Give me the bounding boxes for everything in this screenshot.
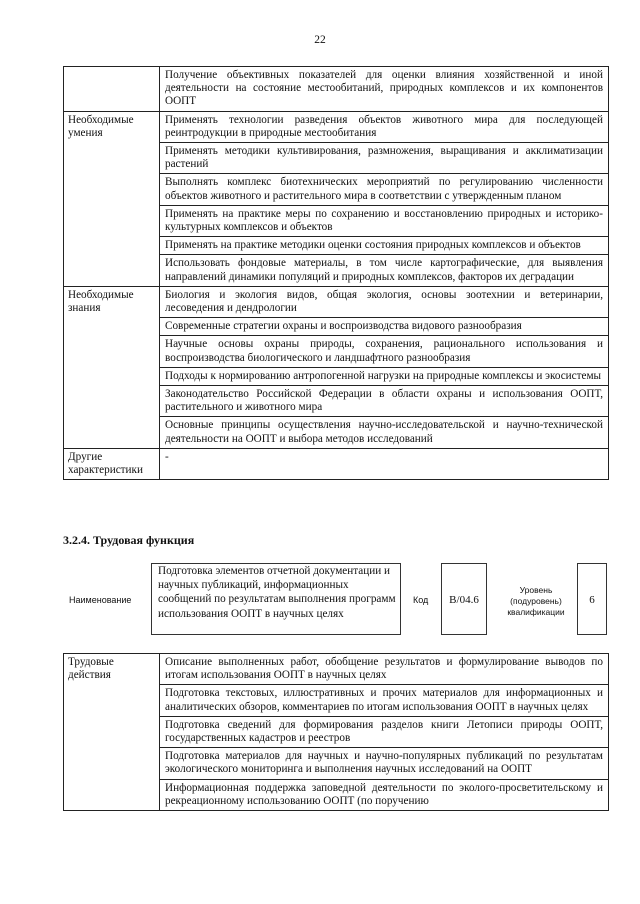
labor-function-header [63,563,609,639]
row-item: Законодательство Российской Федерации в области охраны и использования ООПТ, растительного и животного мира [160,386,609,417]
function-name-value: Подготовка элементов отчетной документации и научных публикаций, информационных сообщений по результатам выполнения программ использования ООПТ в научных целях [151,563,401,635]
row-item: Использовать фондовые материалы, в том числе картографические, для выявления направлений динамики популяций и природных комплексов, факторов их деградации [160,255,609,286]
section-heading: 3.2.4. Трудовая функция [63,533,195,547]
row-label [64,67,160,112]
function-name-label: Наименование [69,595,132,605]
row-label: Необходимые умения [64,111,160,286]
row-item: Современные стратегии охраны и воспроизводства видового разнообразия [160,318,609,336]
row-label: Необходимые знания [64,286,160,448]
row-label: Трудовые действия [64,654,160,811]
table-row [64,448,609,479]
labor-actions-table [63,653,609,811]
row-item: Подходы к нормированию антропогенной нагрузки на природные комплексы и экосистемы [160,367,609,385]
table-row [64,67,609,112]
row-item: Получение объективных показателей для оценки влияния хозяйственной и иной деятельности на состояние местообитаний, природных комплексов и их компонентов ООПТ [160,67,609,112]
function-code-value: B/04.6 [441,563,487,635]
row-item: Применять на практике методики оценки состояния природных комплексов и объектов [160,237,609,255]
row-item: Применять на практике меры по сохранению и восстановлению природных и историко-культурных комплексов и объектов [160,205,609,236]
row-item: Применять технологии разведения объектов животного мира для последующей реинтродукции в природные местообитания [160,111,609,142]
row-item: Описание выполненных работ, обобщение результатов и формулирование выводов по итогам использования ООПТ в научных целях [160,654,609,685]
requirements-table [63,66,609,480]
qualification-level-value: 6 [577,563,607,635]
row-item: Подготовка сведений для формирования разделов книги Летописи природы ООПТ, государственных кадастров и реестров [160,716,609,747]
row-item: Основные принципы осуществления научно-исследовательской и научно-технической деятельности на ООПТ и выбора методов исследований [160,417,609,448]
row-item: Выполнять комплекс биотехнических мероприятий по регулированию численности объектов животного и растительного мира в соответствии с утвержденным планом [160,174,609,205]
row-item: Подготовка текстовых, иллюстративных и прочих материалов для информационных и аналитических обзоров, комментариев по итогам использования ООПТ в научных целях [160,685,609,716]
row-item: Применять методики культивирования, размножения, выращивания и акклиматизации растений [160,143,609,174]
table-row [64,286,609,317]
row-item: - [160,448,609,479]
row-label: Другие характеристики [64,448,160,479]
row-item: Подготовка материалов для научных и научно-популярных публикаций по результатам экологического мониторинга и выполнения научных исследований на ООПТ [160,748,609,779]
table-row [64,111,609,142]
row-item: Научные основы охраны природы, сохранения, рационального использования и воспроизводства биологического и ландшафтного разнообразия [160,336,609,367]
function-code-label: Код [413,595,429,605]
row-item: Биология и экология видов, общая экология, основы зоотехнии и ветеринарии, лесоведения и дендрологии [160,286,609,317]
table-row [64,654,609,685]
page-number: 22 [314,34,326,46]
row-item: Информационная поддержка заповедной деятельности по эколого-просветительскому и рекреационному использованию ООПТ (по поручению [160,779,609,810]
qualification-level-label: Уровень (подуровень) квалификации [507,585,565,617]
